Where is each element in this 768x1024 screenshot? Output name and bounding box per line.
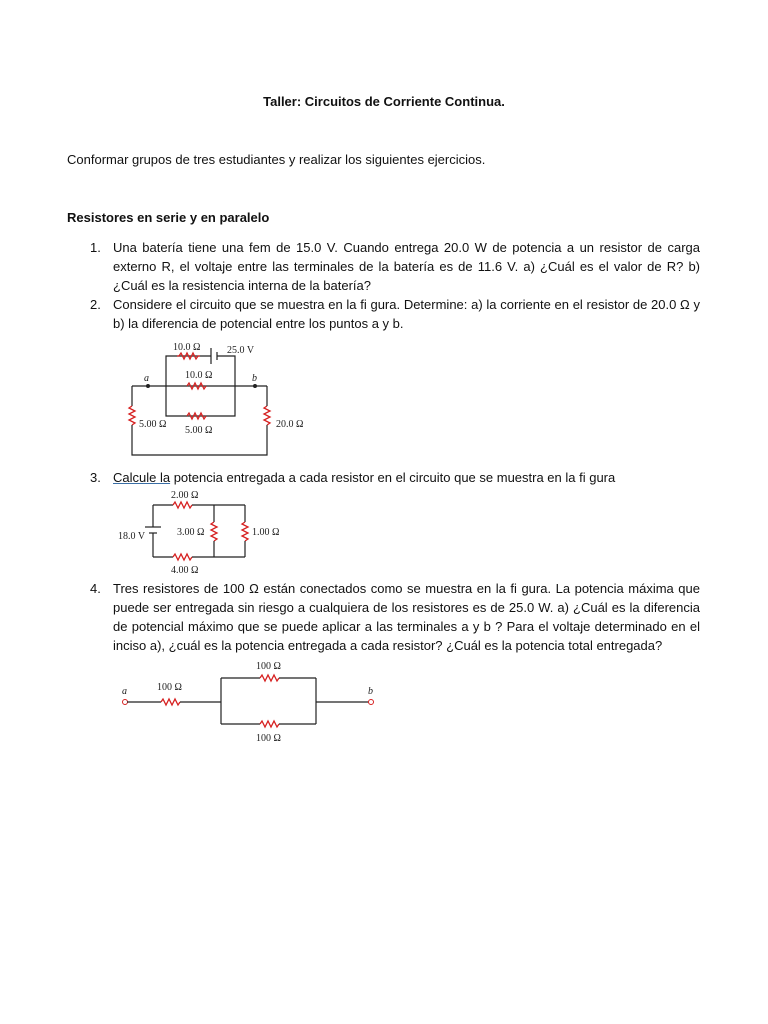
resistor-parallel-top — [260, 675, 279, 681]
resistor-left — [129, 406, 135, 425]
terminal-a — [123, 700, 128, 705]
problem-text: Considere el circuito que se muestra en la fi gura. Determine: a) la corriente en el resistor de 20.0 Ω y b) la diferencia de potencial entre los puntos a y b. — [113, 297, 700, 331]
problem-1 — [90, 238, 700, 295]
resistor-bottom — [173, 554, 192, 560]
label-r-bottom: 5.00 Ω — [185, 425, 213, 436]
label-r-top: 2.00 Ω — [171, 490, 199, 501]
problem-text-rest: potencia entregada a cada resistor en el circuito que se muestra en la fi gura — [170, 470, 616, 485]
label-r-mid: 10.0 Ω — [185, 370, 213, 381]
problem-number: 1. — [90, 240, 101, 255]
label-r-left: 5.00 Ω — [139, 419, 167, 430]
label-node-a: a — [144, 373, 149, 384]
circuit-figure-4 — [115, 658, 385, 746]
problem-text: Una batería tiene una fem de 15.0 V. Cuando entrega 20.0 W de potencia a un resistor de carga externo R, el voltaje entre las terminales de la batería es de 11.6 V. a) ¿Cuál es el valor de R? b) ¿Cuál es la resistencia interna de la batería? — [113, 240, 700, 293]
label-node-a: a — [122, 686, 127, 697]
label-node-b: b — [252, 373, 257, 384]
resistor-middle-zigzag — [187, 383, 206, 389]
problem-text: Tres resistores de 100 Ω están conectados como se muestra en la fi gura. La potencia máxima que puede ser entregada sin riesgo a cualquiera de los resistores es de 25.0 W. a) ¿Cuál es la diferencia de potencial máximo que se puede aplicar a las terminales a y b ? Para el voltaje determinado en el inciso a), ¿cuál es la potencia entregada a cada resistor? ¿Cuál es la potencia total entregada? — [113, 581, 700, 653]
label-r-bottom: 4.00 Ω — [171, 565, 199, 576]
resistor-bottom — [187, 413, 206, 419]
circuit-figure-2 — [115, 338, 325, 463]
label-r-top: 10.0 Ω — [173, 342, 201, 353]
label-r-right: 1.00 Ω — [252, 527, 280, 538]
intro-text: Conformar grupos de tres estudiantes y realizar los siguientes ejercicios. — [67, 152, 486, 167]
problem-number: 4. — [90, 581, 101, 596]
problem-text — [113, 468, 700, 487]
label-r-right: 20.0 Ω — [276, 419, 304, 430]
resistor-right — [264, 406, 270, 425]
problem-2 — [90, 295, 700, 333]
problem-4 — [90, 579, 700, 655]
label-battery: 18.0 V — [118, 531, 146, 542]
label-r-parallel-top: 100 Ω — [256, 661, 281, 672]
resistor-top — [173, 502, 192, 508]
terminal-b — [369, 700, 374, 705]
label-r-series: 100 Ω — [157, 682, 182, 693]
label-r-parallel-bottom: 100 Ω — [256, 733, 281, 744]
page-title: Taller: Circuitos de Corriente Continua. — [263, 94, 505, 109]
label-node-b: b — [368, 686, 373, 697]
section-heading: Resistores en serie y en paralelo — [67, 210, 270, 225]
resistor-right — [242, 522, 248, 541]
resistor-parallel-bottom — [260, 721, 279, 727]
node-a-dot — [146, 384, 150, 388]
resistor-series — [161, 699, 180, 705]
label-r-mid: 3.00 Ω — [177, 527, 205, 538]
resistor-middle — [211, 522, 217, 541]
node-b-dot — [253, 384, 257, 388]
problem-number: 3. — [90, 470, 101, 485]
problem-3 — [90, 468, 700, 487]
problem-number: 2. — [90, 297, 101, 312]
label-battery: 25.0 V — [227, 345, 255, 356]
circuit-figure-3 — [115, 487, 290, 577]
underlined-phrase: Calcule la — [113, 470, 171, 485]
